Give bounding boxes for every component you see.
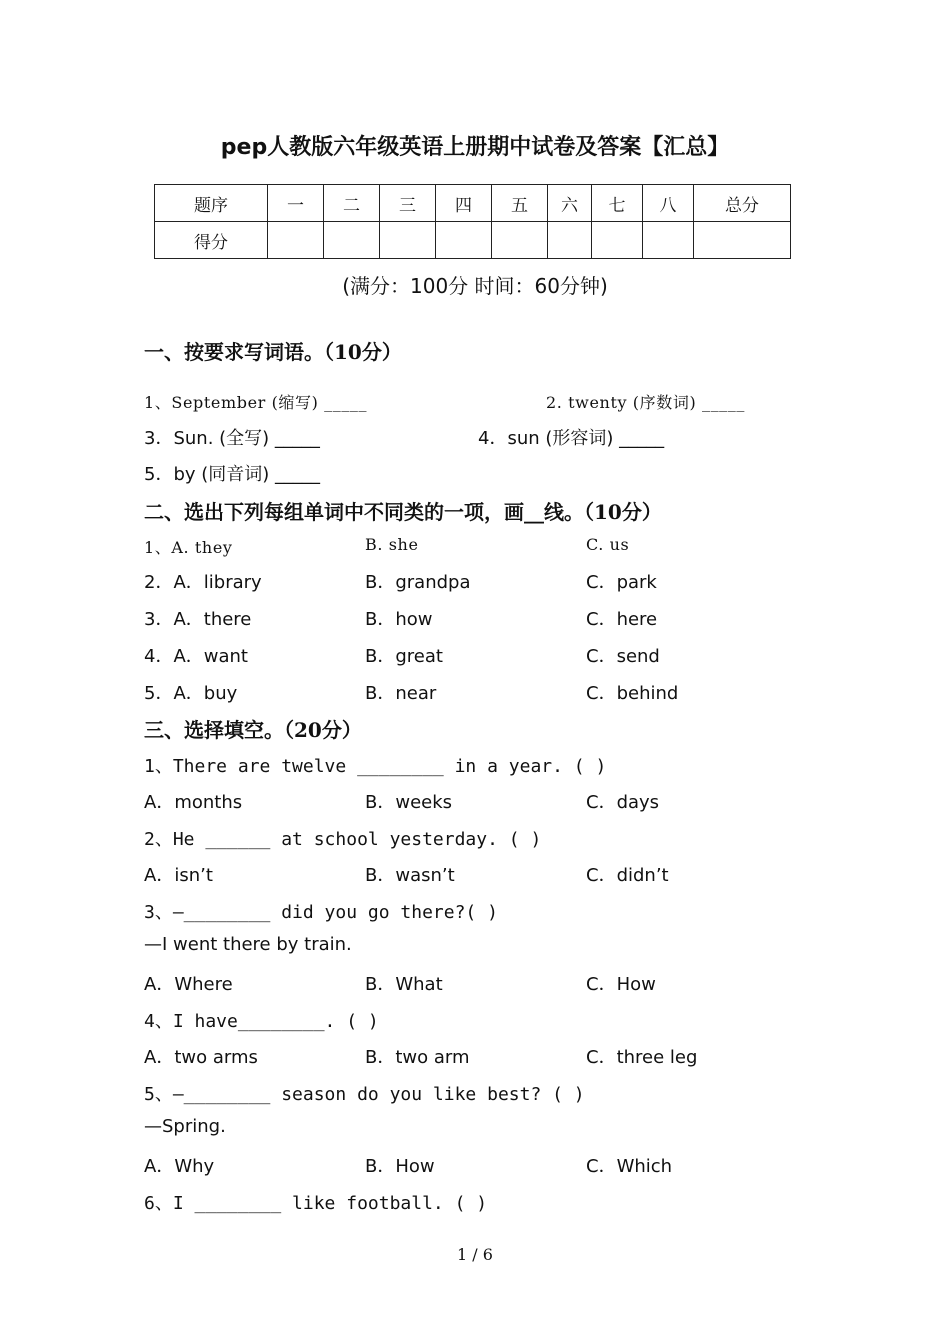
section3-q1-option-b: B．weeks (365, 792, 453, 813)
section3-q2-option-b: B．wasn’t (365, 865, 455, 886)
score-cell (380, 222, 436, 259)
score-cell (436, 222, 492, 259)
score-cell (592, 222, 643, 259)
section1-question-4: 4．sun (形容词) _____ (478, 428, 665, 449)
score-table-score-row (155, 222, 791, 259)
section2-row2-option-c: C．park (586, 572, 657, 593)
page-number: 1 / 6 (457, 1245, 493, 1264)
score-header-cell: 总分 (694, 185, 791, 222)
section2-row4-option-c: C．send (586, 646, 660, 667)
section3-question-5: 5、—________ season do you like best? ( ) (144, 1084, 585, 1105)
score-cell (324, 222, 380, 259)
page-title: pep人教版六年级英语上册期中试卷及答案【汇总】 (220, 135, 730, 160)
score-header-cell: 三 (380, 185, 436, 222)
section1-question-5: 5．by (同音词) _____ (144, 464, 321, 485)
score-header-cell: 五 (492, 185, 548, 222)
score-header-cell: 七 (592, 185, 643, 222)
section3-question-6: 6、I ________ like football. ( ) (144, 1193, 488, 1214)
score-header-cell: 二 (324, 185, 380, 222)
score-cell (268, 222, 324, 259)
section3-q2-option-c: C．didn’t (586, 865, 669, 886)
section1-question-1: 1、September (缩写) _____ (144, 393, 368, 412)
section3-question-3: 3、—________ did you go there?( ) (144, 902, 498, 923)
section2-row5-option-c: C．behind (586, 683, 679, 704)
section3-q1-option-c: C．days (586, 792, 660, 813)
exam-info: (满分：100分 时间：60分钟) (342, 274, 608, 298)
score-header-cell: 题序 (155, 185, 268, 222)
section1-heading: 一、按要求写词语。（10分） (144, 340, 402, 364)
section3-q3-reply: —I went there by train. (144, 934, 352, 955)
section3-q3-option-a: A．Where (144, 974, 233, 995)
section2-row3-option-c: C．here (586, 609, 658, 630)
section1-question-3: 3．Sun. (全写) _____ (144, 428, 320, 449)
score-table (154, 184, 791, 259)
section2-row3-option-b: B．how (365, 609, 433, 630)
section3-q5-option-a: A．Why (144, 1156, 215, 1177)
section2-heading: 二、选出下列每组单词中不同类的一项，画__线。（10分） (144, 500, 662, 524)
section3-question-1: 1、There are twelve ________ in a year. ( ) (144, 756, 607, 777)
score-header-cell: 六 (548, 185, 592, 222)
section3-q2-option-a: A．isn’t (144, 865, 213, 886)
section3-heading: 三、选择填空。（20分） (144, 718, 362, 742)
section2-row1-option-c: C. us (586, 535, 630, 554)
section1-question-2: 2. twenty (序数词) _____ (546, 393, 745, 412)
section3-q4-option-c: C．three leg (586, 1047, 698, 1068)
section3-q5-reply: —Spring. (144, 1116, 226, 1137)
score-header-cell: 八 (643, 185, 694, 222)
section2-row1-option-a: 1、A. they (144, 538, 233, 557)
section2-row2-option-b: B．grandpa (365, 572, 471, 593)
score-cell (492, 222, 548, 259)
score-cell (548, 222, 592, 259)
score-header-cell: 一 (268, 185, 324, 222)
section2-row3-option-a: 3．A．there (144, 609, 252, 630)
section2-row4-option-a: 4．A．want (144, 646, 248, 667)
section3-question-2: 2、He ______ at school yesterday. ( ) (144, 829, 542, 850)
score-row-label: 得分 (155, 222, 268, 259)
section3-q5-option-b: B．How (365, 1156, 435, 1177)
section2-row1-option-b: B. she (365, 535, 419, 554)
section2-row5-option-a: 5．A．buy (144, 683, 238, 704)
score-cell (694, 222, 791, 259)
section3-q4-option-b: B．two arm (365, 1047, 470, 1068)
score-cell (643, 222, 694, 259)
score-header-cell: 四 (436, 185, 492, 222)
section3-q4-option-a: A．two arms (144, 1047, 258, 1068)
section3-q1-option-a: A．months (144, 792, 243, 813)
section3-q5-option-c: C．Which (586, 1156, 673, 1177)
section2-row2-option-a: 2．A．library (144, 572, 262, 593)
section3-q3-option-b: B．What (365, 974, 443, 995)
score-table-header-row (155, 185, 791, 222)
section3-question-4: 4、I have________. ( ) (144, 1011, 379, 1032)
section2-row5-option-b: B．near (365, 683, 437, 704)
section2-row4-option-b: B．great (365, 646, 443, 667)
section3-q3-option-c: C．How (586, 974, 656, 995)
